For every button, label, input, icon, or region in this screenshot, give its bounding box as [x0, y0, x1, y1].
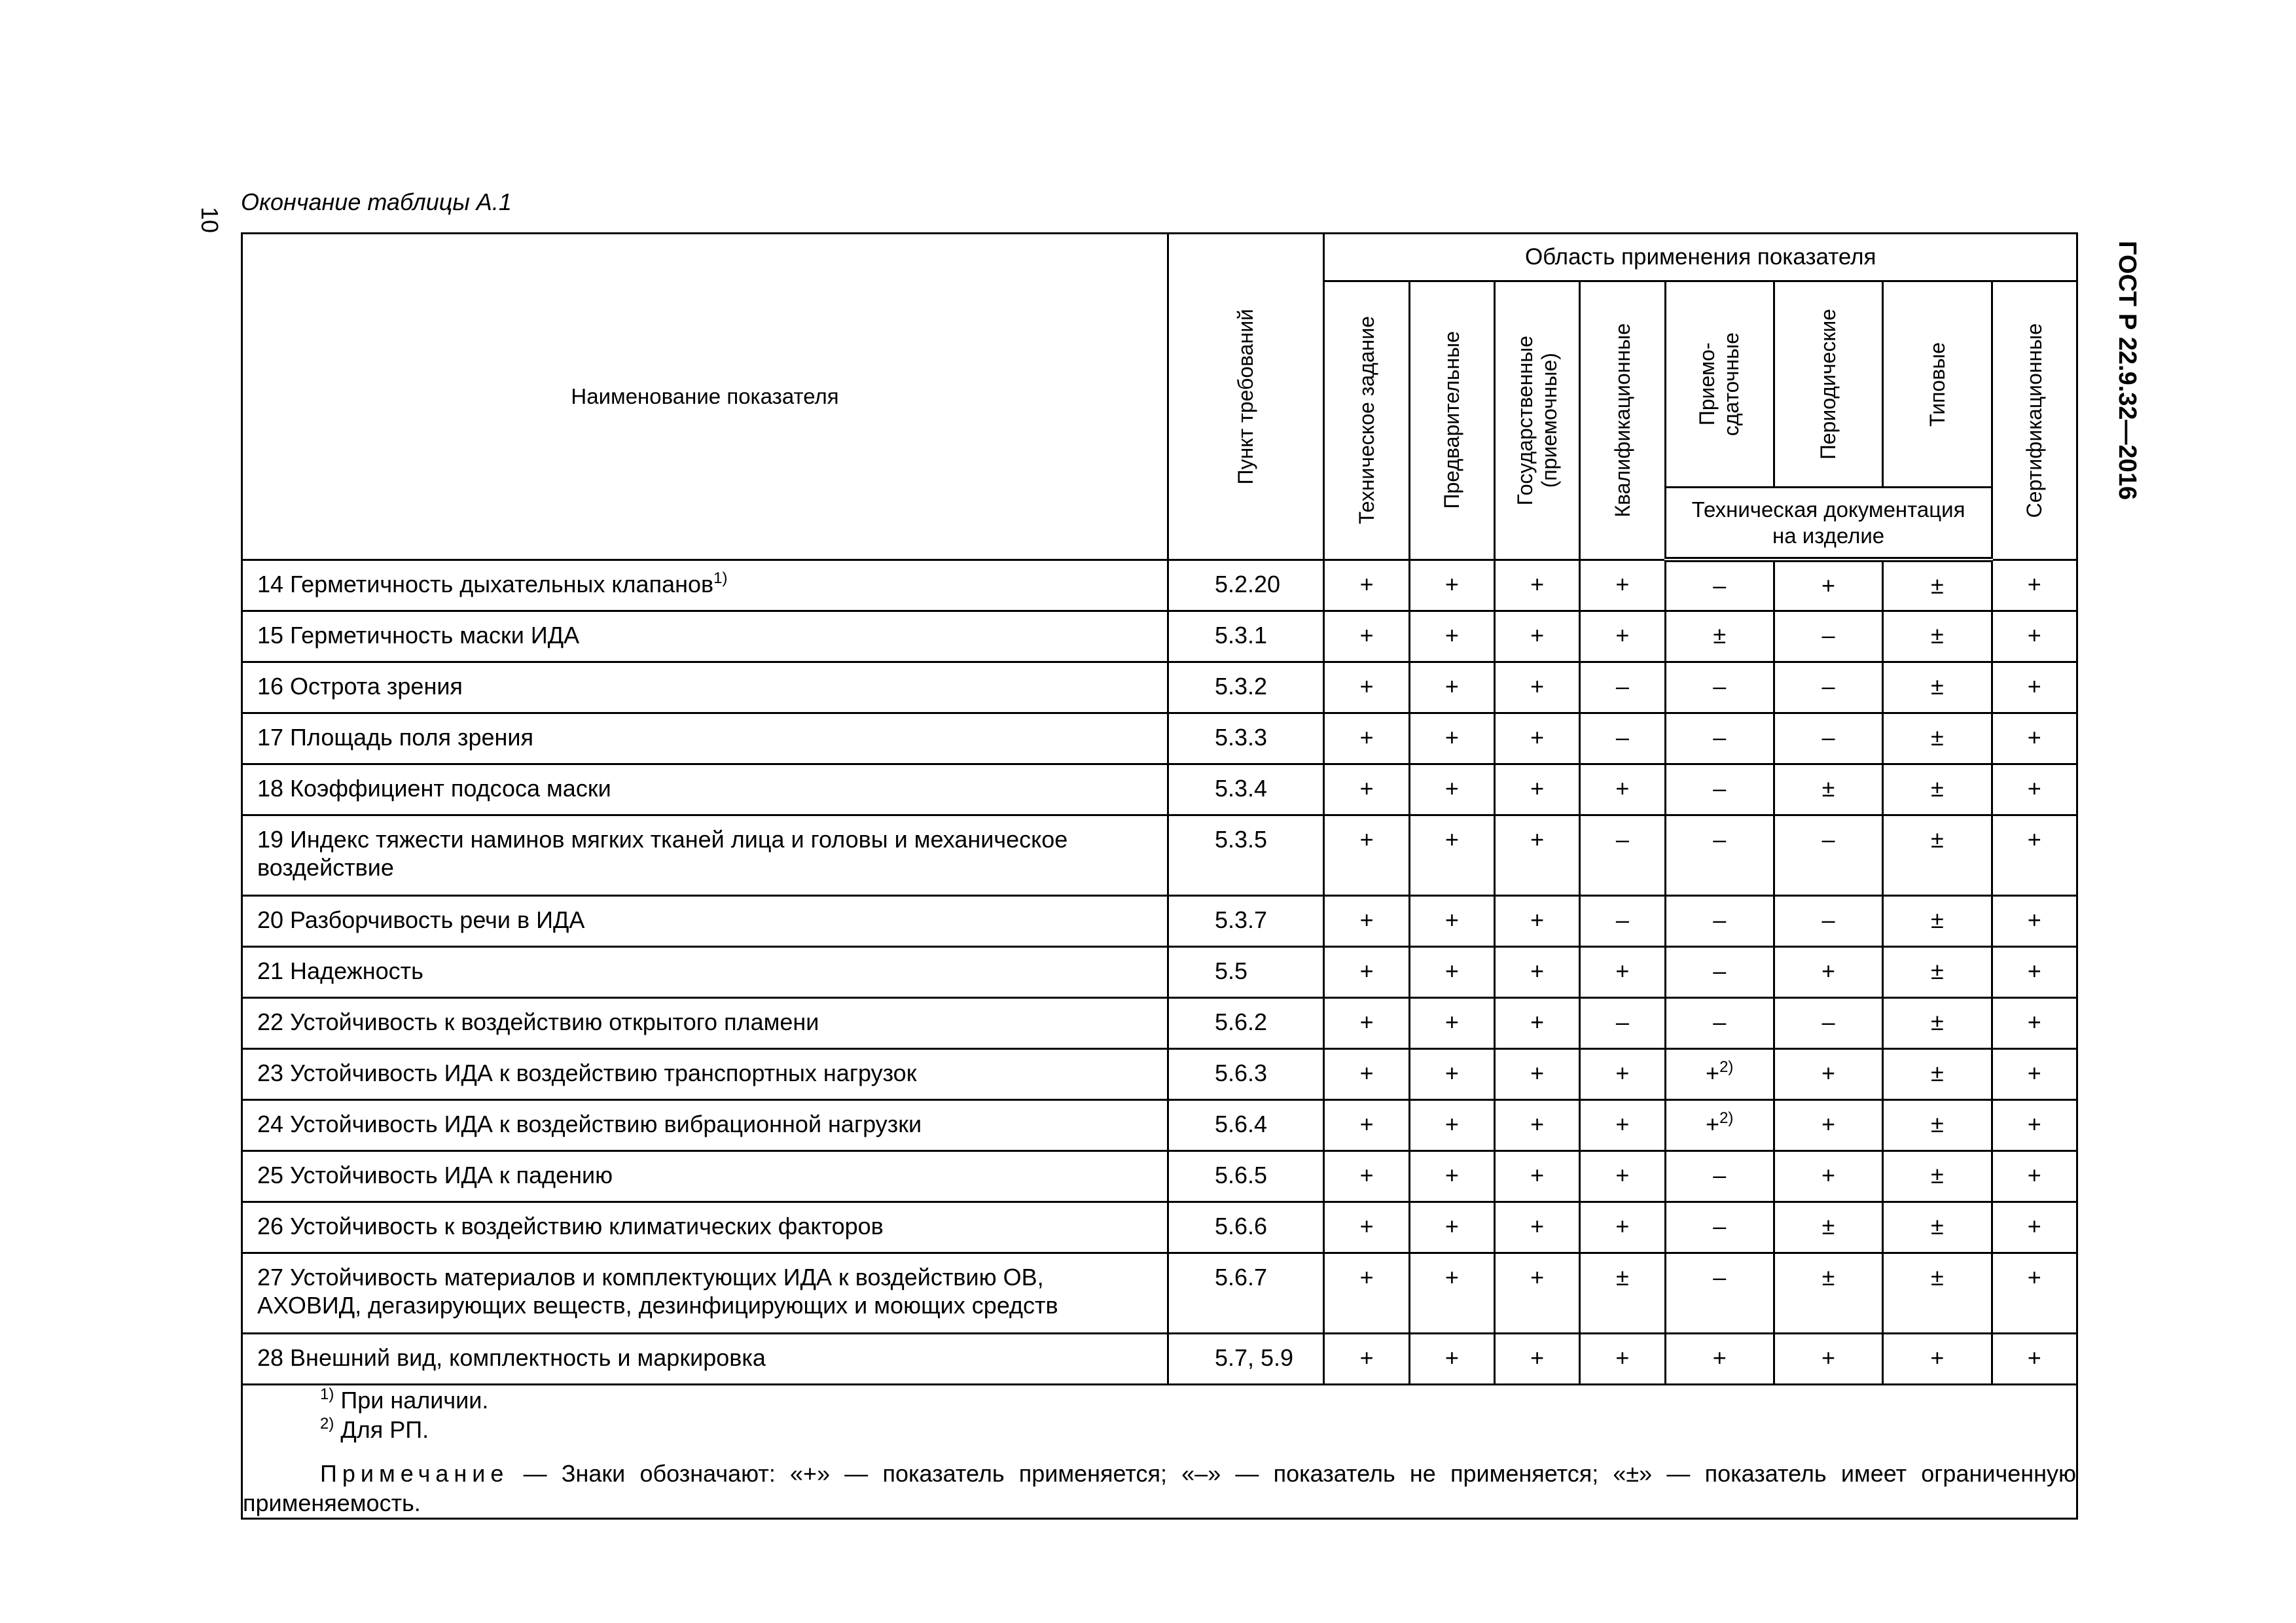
requirement-clause: 5.6.2 [1168, 997, 1324, 1048]
applicability-mark: + [1324, 946, 1409, 997]
applicability-mark: + [1409, 997, 1494, 1048]
header-qualification: Квалификационные [1580, 281, 1665, 560]
applicability-mark: – [1580, 815, 1665, 895]
applicability-mark: + [1992, 560, 2077, 611]
applicability-mark: + [1992, 997, 2077, 1048]
table-row [242, 1150, 2077, 1202]
requirement-clause: 5.3.2 [1168, 662, 1324, 713]
applicability-mark: + [1324, 1202, 1409, 1253]
applicability-mark: – [1665, 1253, 1774, 1333]
header-scope: Область применения показателя [1324, 234, 2077, 281]
indicators-table [241, 232, 2078, 1520]
applicability-mark: +$^{2)}$ [1665, 1048, 1774, 1099]
indicator-name: 21 Надежность [242, 946, 1168, 997]
applicability-mark: + [1324, 997, 1409, 1048]
applicability-mark: + [1495, 713, 1580, 764]
applicability-mark: + [1495, 611, 1580, 662]
applicability-mark: ± [1883, 611, 1992, 662]
requirement-clause: 5.6.5 [1168, 1150, 1324, 1202]
applicability-mark: – [1580, 662, 1665, 713]
applicability-mark: – [1665, 713, 1774, 764]
applicability-mark: + [1495, 662, 1580, 713]
requirement-clause: 5.3.4 [1168, 764, 1324, 815]
applicability-mark: – [1774, 662, 1882, 713]
applicability-mark: – [1665, 764, 1774, 815]
header-tech-documentation: Техническая документация на изделие [1665, 488, 1992, 560]
header-type: Типовые [1883, 281, 1992, 488]
applicability-mark: – [1665, 1202, 1774, 1253]
applicability-mark: + [1992, 662, 2077, 713]
applicability-mark: + [1495, 1099, 1580, 1150]
indicator-name: 17 Площадь поля зрения [242, 713, 1168, 764]
applicability-mark: + [1324, 895, 1409, 946]
applicability-mark: – [1665, 895, 1774, 946]
applicability-mark: + [1409, 1150, 1494, 1202]
requirement-clause: 5.3.7 [1168, 895, 1324, 946]
applicability-mark: ± [1774, 764, 1882, 815]
requirement-clause: 5.6.4 [1168, 1099, 1324, 1150]
indicator-name: 24 Устойчивость ИДА к воздействию вибрационной нагрузки [242, 1099, 1168, 1150]
applicability-mark: + [1324, 815, 1409, 895]
table-note [243, 1459, 2076, 1518]
applicability-mark: + [1992, 1253, 2077, 1333]
indicator-name: 25 Устойчивость ИДА к падению [242, 1150, 1168, 1202]
applicability-mark: ± [1883, 895, 1992, 946]
applicability-mark: – [1665, 815, 1774, 895]
requirement-clause: 5.6.3 [1168, 1048, 1324, 1099]
table-caption: Окончание таблицы А.1 [241, 188, 512, 215]
applicability-mark: + [1992, 895, 2077, 946]
applicability-mark: + [1409, 1048, 1494, 1099]
applicability-mark: ± [1883, 1202, 1992, 1253]
page-number: 10 [196, 206, 223, 234]
applicability-mark: + [1495, 895, 1580, 946]
indicator-name: 22 Устойчивость к воздействию открытого пламени [242, 997, 1168, 1048]
requirement-clause: 5.7, 5.9 [1168, 1333, 1324, 1384]
applicability-mark: + [1324, 1333, 1409, 1384]
requirement-clause: 5.6.6 [1168, 1202, 1324, 1253]
applicability-mark: + [1409, 713, 1494, 764]
header-periodic: Периодические [1774, 281, 1882, 488]
applicability-mark: ± [1774, 1253, 1882, 1333]
applicability-mark: + [1992, 1048, 2077, 1099]
requirement-clause: 5.3.3 [1168, 713, 1324, 764]
applicability-mark: + [1495, 560, 1580, 611]
applicability-mark: + [1495, 1150, 1580, 1202]
requirement-clause: 5.3.5 [1168, 815, 1324, 895]
indicator-name: 16 Острота зрения [242, 662, 1168, 713]
table-body [242, 560, 2077, 1384]
applicability-mark: – [1774, 611, 1882, 662]
applicability-mark: – [1774, 895, 1882, 946]
applicability-mark: ± [1883, 815, 1992, 895]
requirement-clause: 5.2.20 [1168, 560, 1324, 611]
footnotes-cell [242, 1384, 2077, 1518]
table-row [242, 611, 2077, 662]
table-row [242, 1333, 2077, 1384]
applicability-mark: + [1992, 946, 2077, 997]
header-preliminary: Предварительные [1409, 281, 1494, 560]
applicability-mark: + [1992, 611, 2077, 662]
table-row [242, 997, 2077, 1048]
applicability-mark: + [1324, 611, 1409, 662]
applicability-mark: ± [1883, 1048, 1992, 1099]
applicability-mark: ± [1883, 764, 1992, 815]
table-row [242, 815, 2077, 895]
applicability-mark: + [1324, 1150, 1409, 1202]
applicability-mark: – [1580, 895, 1665, 946]
applicability-mark: – [1580, 713, 1665, 764]
applicability-mark: + [1580, 1202, 1665, 1253]
applicability-mark: – [1774, 997, 1882, 1048]
applicability-mark: +$^{2)}$ [1665, 1099, 1774, 1150]
footnote-1: $^{1)}$ При наличии. [320, 1385, 489, 1414]
applicability-mark: + [1495, 764, 1580, 815]
header-clause: Пункт требований [1168, 234, 1324, 560]
applicability-mark: – [1665, 560, 1774, 611]
applicability-mark: – [1665, 662, 1774, 713]
applicability-mark: ± [1883, 946, 1992, 997]
table-row [242, 1202, 2077, 1253]
applicability-mark: + [1495, 1253, 1580, 1333]
indicator-name: 28 Внешний вид, комплектность и маркировка [242, 1333, 1168, 1384]
applicability-mark: ± [1580, 1253, 1665, 1333]
applicability-mark: + [1495, 1202, 1580, 1253]
table-row [242, 713, 2077, 764]
applicability-mark: ± [1883, 1099, 1992, 1150]
indicator-name: 27 Устойчивость материалов и комплектующих ИДА к воздействию ОВ, АХОВИД, дегазирующих веществ, дезинфицирующих и моющих средств [242, 1253, 1168, 1333]
indicator-name: 26 Устойчивость к воздействию климатических факторов [242, 1202, 1168, 1253]
indicator-name: 14 Герметичность дыхательных клапанов$^{1)}$ [242, 560, 1168, 611]
applicability-mark: + [1580, 1048, 1665, 1099]
applicability-mark: + [1774, 560, 1882, 611]
applicability-mark: – [1665, 1150, 1774, 1202]
indicator-name: 18 Коэффициент подсоса маски [242, 764, 1168, 815]
applicability-mark: + [1992, 1150, 2077, 1202]
applicability-mark: ± [1883, 662, 1992, 713]
applicability-mark: + [1665, 1333, 1774, 1384]
header-indicator-name: Наименование показателя [242, 234, 1168, 560]
applicability-mark: ± [1883, 560, 1992, 611]
table-row [242, 764, 2077, 815]
requirement-clause: 5.5 [1168, 946, 1324, 997]
applicability-mark: + [1495, 997, 1580, 1048]
applicability-mark: + [1992, 815, 2077, 895]
applicability-mark: + [1409, 662, 1494, 713]
applicability-mark: + [1992, 764, 2077, 815]
applicability-mark: + [1324, 560, 1409, 611]
applicability-mark: + [1409, 1253, 1494, 1333]
applicability-mark: + [1495, 1048, 1580, 1099]
applicability-mark: + [1580, 1099, 1665, 1150]
applicability-mark: + [1324, 1048, 1409, 1099]
applicability-mark: + [1580, 1150, 1665, 1202]
indicator-name: 20 Разборчивость речи в ИДА [242, 895, 1168, 946]
applicability-mark: + [1324, 1099, 1409, 1150]
applicability-mark: – [1774, 815, 1882, 895]
table-row [242, 560, 2077, 611]
header-tech-task: Техническое задание [1324, 281, 1409, 560]
applicability-mark: + [1992, 1333, 2077, 1384]
document-code: ГОСТ Р 22.9.32—2016 [2113, 240, 2141, 501]
applicability-mark: + [1992, 1202, 2077, 1253]
applicability-mark: + [1409, 1202, 1494, 1253]
footnote-ref: 1) [713, 569, 728, 587]
table-row [242, 662, 2077, 713]
applicability-mark: + [1324, 1253, 1409, 1333]
applicability-mark: + [1992, 1099, 2077, 1150]
applicability-mark: + [1580, 764, 1665, 815]
applicability-mark: + [1324, 662, 1409, 713]
table-row [242, 1253, 2077, 1333]
applicability-mark: + [1774, 1099, 1882, 1150]
requirement-clause: 5.3.1 [1168, 611, 1324, 662]
applicability-mark: ± [1883, 713, 1992, 764]
indicator-name: 23 Устойчивость ИДА к воздействию транспортных нагрузок [242, 1048, 1168, 1099]
applicability-mark: + [1409, 946, 1494, 997]
table-row [242, 946, 2077, 997]
applicability-mark: – [1580, 997, 1665, 1048]
applicability-mark: + [1774, 1048, 1882, 1099]
applicability-mark: + [1409, 1099, 1494, 1150]
footnote-2: $^{2)}$ Для РП. [320, 1414, 429, 1443]
table-row [242, 895, 2077, 946]
applicability-mark: ± [1665, 611, 1774, 662]
applicability-mark: + [1409, 1333, 1494, 1384]
applicability-mark: + [1409, 815, 1494, 895]
applicability-mark: + [1409, 895, 1494, 946]
indicator-name: 15 Герметичность маски ИДА [242, 611, 1168, 662]
applicability-mark: + [1324, 764, 1409, 815]
applicability-mark: + [1409, 560, 1494, 611]
note-text: — Знаки обозначают: «+» — показатель применяется; «–» — показатель не применяется; «±» — показатель имеет ограниченную применяемость. [243, 1459, 2076, 1516]
applicability-mark: + [1774, 1150, 1882, 1202]
footnote-ref: 2) [1719, 1109, 1734, 1127]
applicability-mark: ± [1883, 1150, 1992, 1202]
applicability-mark: + [1883, 1333, 1992, 1384]
applicability-mark: + [1774, 1333, 1882, 1384]
header-acceptance: Приемо- сдаточные [1665, 281, 1774, 488]
table-row [242, 1099, 2077, 1150]
applicability-mark: + [1580, 1333, 1665, 1384]
table-row [242, 1048, 2077, 1099]
applicability-mark: ± [1774, 1202, 1882, 1253]
applicability-mark: + [1409, 764, 1494, 815]
header-state: Государственные (приемочные) [1495, 281, 1580, 560]
applicability-mark: ± [1883, 997, 1992, 1048]
applicability-mark: – [1665, 946, 1774, 997]
note-label: Примечание [320, 1459, 509, 1487]
applicability-mark: + [1580, 946, 1665, 997]
header-certification: Сертификационные [1992, 281, 2077, 560]
indicator-name: 19 Индекс тяжести наминов мягких тканей лица и головы и механическое воздействие [242, 815, 1168, 895]
applicability-mark: + [1495, 815, 1580, 895]
applicability-mark: + [1324, 713, 1409, 764]
footnote-ref: 2) [1719, 1058, 1734, 1076]
applicability-mark: ± [1883, 1253, 1992, 1333]
applicability-mark: + [1409, 611, 1494, 662]
applicability-mark: + [1580, 560, 1665, 611]
applicability-mark: + [1495, 1333, 1580, 1384]
applicability-mark: – [1774, 713, 1882, 764]
applicability-mark: + [1774, 946, 1882, 997]
applicability-mark: + [1992, 713, 2077, 764]
applicability-mark: + [1495, 946, 1580, 997]
requirement-clause: 5.6.7 [1168, 1253, 1324, 1333]
applicability-mark: + [1580, 611, 1665, 662]
applicability-mark: – [1665, 997, 1774, 1048]
